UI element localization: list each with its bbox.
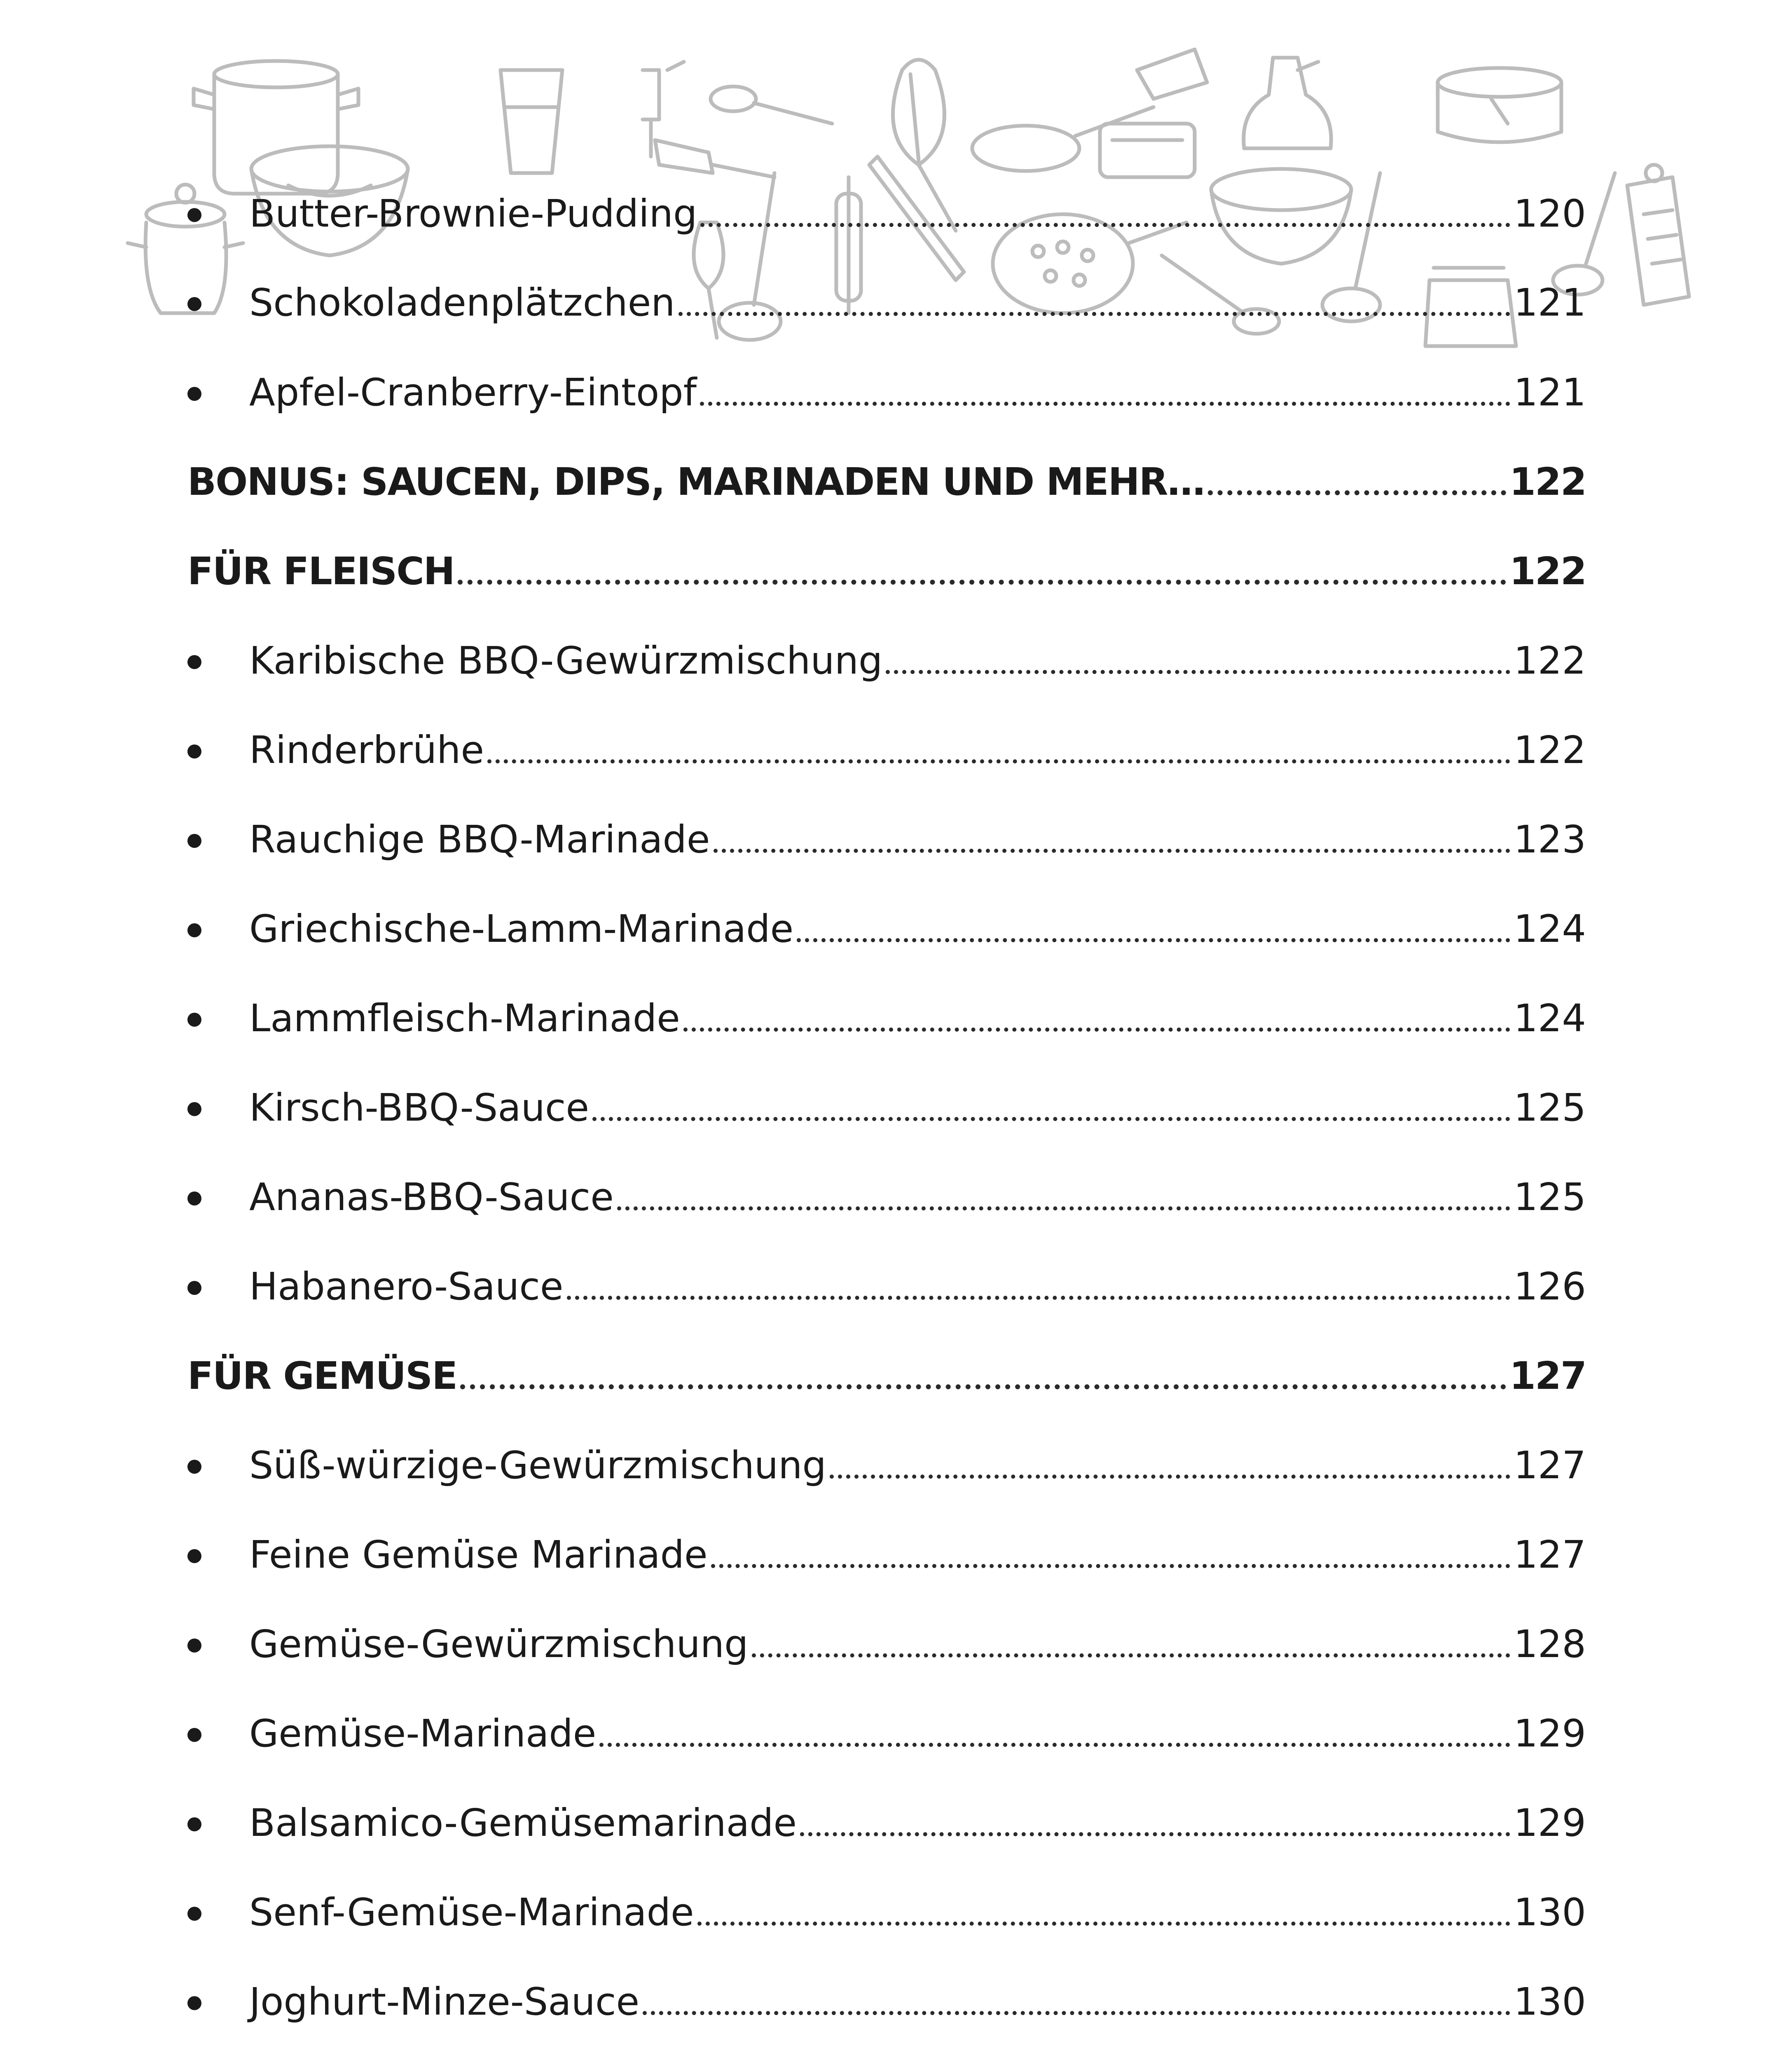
- bullet-icon: [187, 1192, 201, 1206]
- toc-item-label: Rauchige BBQ-Marinade: [249, 817, 710, 861]
- toc-page-number: 120: [1514, 192, 1586, 236]
- dot-leader: [599, 1742, 1510, 1747]
- dot-leader: [797, 938, 1510, 942]
- dot-leader: [1208, 490, 1506, 495]
- toc-item[interactable]: [187, 1780, 1586, 1845]
- dot-leader: [458, 579, 1506, 585]
- toc-item-label: Lammfleisch-Marinade: [249, 996, 680, 1040]
- bullet-icon: [187, 208, 201, 222]
- toc-heading[interactable]: [187, 439, 1586, 504]
- bullet-icon: [187, 744, 201, 758]
- toc-page-number: 124: [1514, 907, 1586, 951]
- toc-item-label: Senf-Gemüse-Marinade: [249, 1890, 694, 1934]
- dot-leader: [800, 1832, 1510, 1836]
- toc-page-number: 123: [1514, 817, 1586, 861]
- bullet-icon: [187, 1996, 201, 2010]
- toc-item-label: Joghurt-Minze-Sauce: [249, 1980, 640, 2024]
- dot-leader: [700, 401, 1510, 406]
- dot-leader: [617, 1206, 1511, 1210]
- bullet-icon: [187, 655, 201, 669]
- toc-item[interactable]: [187, 1423, 1586, 1487]
- toc-page-number: 122: [1509, 549, 1586, 593]
- toc-item-label: Balsamico-Gemüsemarinade: [249, 1801, 797, 1845]
- toc-item[interactable]: [187, 707, 1586, 772]
- toc-item-label: Schokoladenplätzchen: [249, 281, 675, 325]
- toc-item-label: Habanero-Sauce: [249, 1264, 564, 1309]
- dot-leader: [487, 759, 1510, 763]
- bullet-icon: [187, 1728, 201, 1742]
- toc-page-number: 121: [1514, 370, 1586, 414]
- toc-page-number: 127: [1509, 1354, 1586, 1398]
- toc-page-number: 122: [1514, 728, 1586, 772]
- bullet-icon: [187, 834, 201, 848]
- toc-item-label: Süß-würzige-Gewürzmischung: [249, 1443, 826, 1487]
- dot-leader: [700, 222, 1510, 227]
- toc-item[interactable]: [187, 976, 1586, 1040]
- dot-leader: [678, 311, 1511, 316]
- toc-heading-label: FÜR GEMÜSE: [187, 1354, 457, 1398]
- toc-page-number: 122: [1509, 460, 1586, 504]
- toc-item-label: Ananas-BBQ-Sauce: [249, 1175, 614, 1219]
- toc-heading-label: FÜR FLEISCH: [187, 549, 454, 593]
- bullet-icon: [187, 297, 201, 311]
- toc-heading[interactable]: [187, 1333, 1586, 1398]
- toc-item[interactable]: [187, 1691, 1586, 1756]
- dot-leader: [460, 1384, 1506, 1389]
- toc-heading-label: BONUS: SAUCEN, DIPS, MARINADEN UND MEHR…: [187, 460, 1205, 504]
- dot-leader: [711, 1564, 1511, 1568]
- bullet-icon: [187, 1817, 201, 1831]
- toc-page-number: 128: [1514, 1622, 1586, 1666]
- dot-leader: [714, 848, 1511, 853]
- toc-item-label: Karibische BBQ-Gewürzmischung: [249, 639, 883, 683]
- toc-page-number: 125: [1514, 1086, 1586, 1130]
- dot-leader: [683, 1027, 1511, 1032]
- toc-item[interactable]: [187, 618, 1586, 683]
- bullet-icon: [187, 923, 201, 937]
- toc-item-label: Feine Gemüse Marinade: [249, 1533, 708, 1577]
- dot-leader: [567, 1295, 1511, 1300]
- toc-item-label: Kirsch-BBQ-Sauce: [249, 1086, 590, 1130]
- toc-item[interactable]: [187, 1512, 1586, 1577]
- toc-item[interactable]: [187, 1601, 1586, 1666]
- toc-page-number: 125: [1514, 1175, 1586, 1219]
- toc-item[interactable]: [187, 1870, 1586, 1934]
- toc-page-number: 127: [1514, 1533, 1586, 1577]
- bullet-icon: [187, 1460, 201, 1474]
- toc-item-label: Griechische-Lamm-Marinade: [249, 907, 794, 951]
- toc-page-number: 122: [1514, 639, 1586, 683]
- toc-page-number: 130: [1514, 1980, 1586, 2024]
- toc-item-label: Gemüse-Marinade: [249, 1711, 597, 1756]
- toc-item[interactable]: [187, 886, 1586, 951]
- dot-leader: [643, 2011, 1510, 2015]
- toc-item[interactable]: [187, 1244, 1586, 1309]
- bullet-icon: [187, 1549, 201, 1563]
- dot-leader: [592, 1117, 1510, 1121]
- toc-item[interactable]: [187, 1959, 1586, 2024]
- bullet-icon: [187, 387, 201, 401]
- bullet-icon: [187, 1639, 201, 1653]
- toc-item[interactable]: [187, 350, 1586, 412]
- bullet-icon: [187, 1281, 201, 1295]
- toc-page-number: 129: [1514, 1801, 1586, 1845]
- toc-page-number: 124: [1514, 996, 1586, 1040]
- bullet-icon: [187, 1907, 201, 1921]
- toc-page-number: 121: [1514, 281, 1586, 325]
- toc-item[interactable]: [187, 260, 1586, 325]
- dot-leader: [886, 670, 1510, 674]
- toc-item-label: Butter-Brownie-Pudding: [249, 192, 697, 236]
- dot-leader: [752, 1653, 1511, 1657]
- toc-item-label: Gemüse-Gewürzmischung: [249, 1622, 749, 1666]
- toc-page-number: 130: [1514, 1890, 1586, 1934]
- toc-item[interactable]: [187, 797, 1586, 859]
- toc-item[interactable]: [187, 1065, 1586, 1130]
- toc-page-number: 129: [1514, 1711, 1586, 1756]
- toc-item-label: Rinderbrühe: [249, 728, 484, 772]
- toc-item-label: Apfel-Cranberry-Eintopf: [249, 370, 697, 414]
- bullet-icon: [187, 1013, 201, 1027]
- toc-item[interactable]: [187, 171, 1586, 236]
- toc-page-number: 126: [1514, 1264, 1586, 1309]
- bullet-icon: [187, 1102, 201, 1116]
- toc-heading[interactable]: [187, 529, 1586, 593]
- dot-leader: [697, 1921, 1511, 1926]
- toc-item[interactable]: [187, 1154, 1586, 1219]
- dot-leader: [830, 1474, 1510, 1479]
- toc-page-number: 127: [1514, 1443, 1586, 1487]
